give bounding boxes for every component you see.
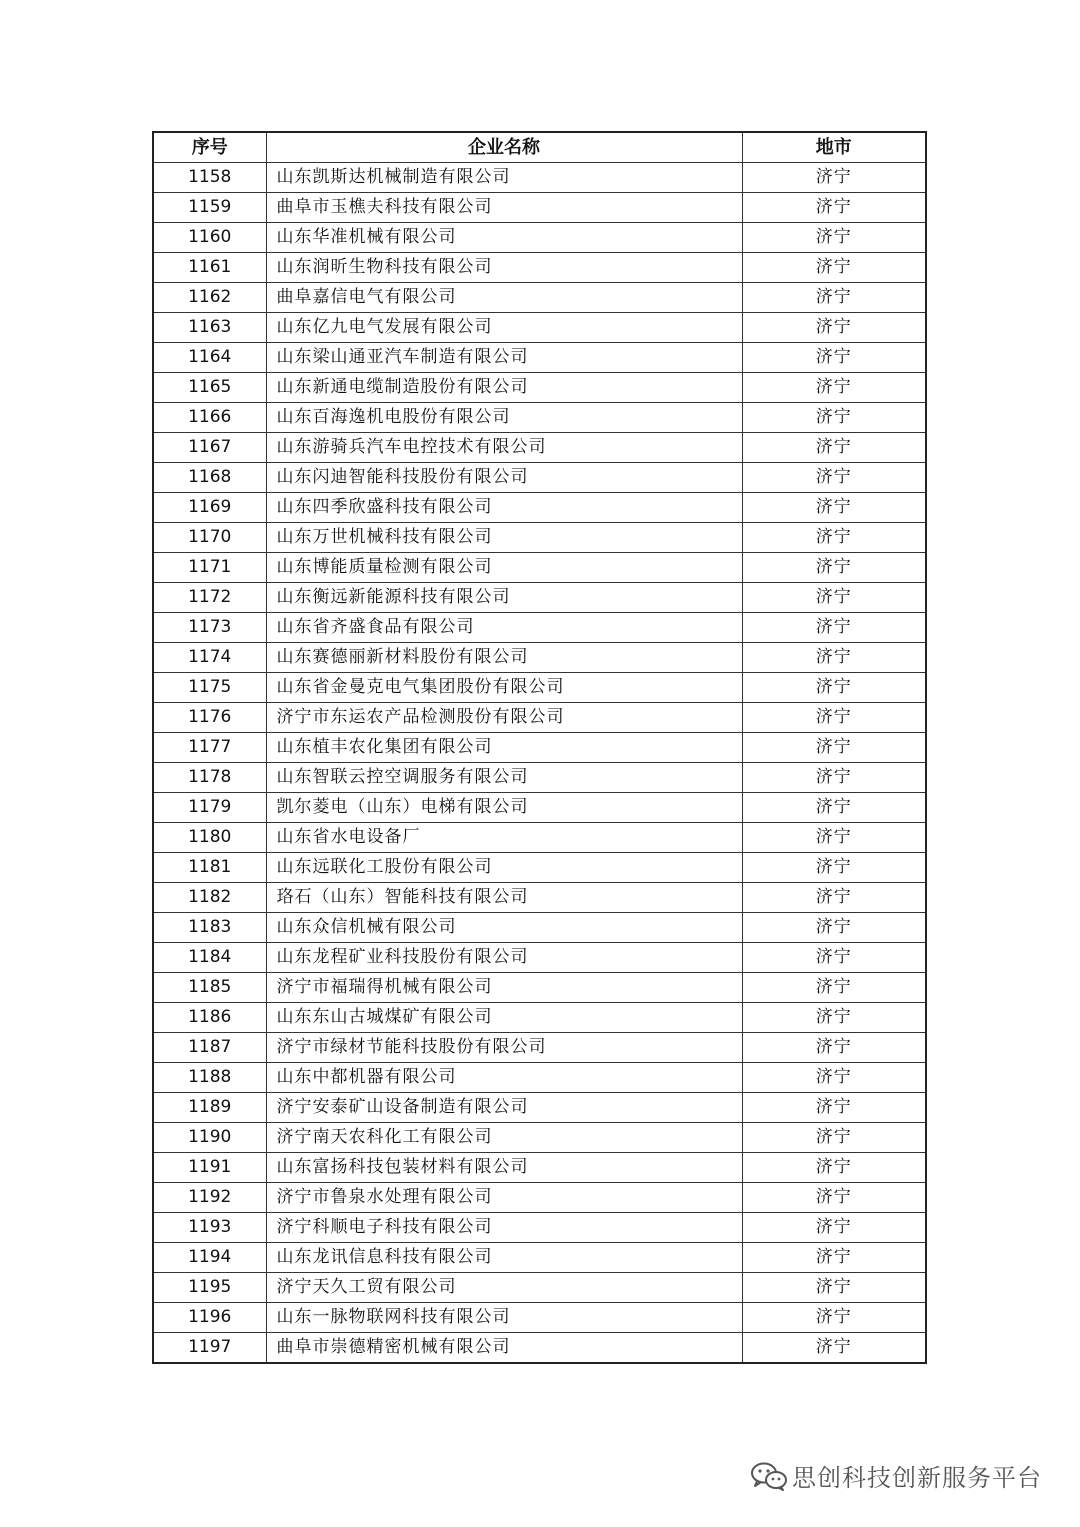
serial-number-cell: 1160 [153, 223, 266, 253]
city-cell: 济宁 [742, 373, 926, 403]
city-cell: 济宁 [742, 553, 926, 583]
table-header-row [153, 132, 926, 163]
company-name-cell: 山东新通电缆制造股份有限公司 [266, 373, 742, 403]
serial-number-cell: 1182 [153, 883, 266, 913]
city-cell: 济宁 [742, 763, 926, 793]
serial-number-cell: 1159 [153, 193, 266, 223]
serial-number-cell: 1170 [153, 523, 266, 553]
table-row [153, 823, 926, 853]
company-name-cell: 山东梁山通亚汽车制造有限公司 [266, 343, 742, 373]
city-cell: 济宁 [742, 583, 926, 613]
table-row [153, 223, 926, 253]
city-cell: 济宁 [742, 1093, 926, 1123]
company-name-cell: 山东衡远新能源科技有限公司 [266, 583, 742, 613]
serial-number-cell: 1162 [153, 283, 266, 313]
serial-number-cell: 1195 [153, 1273, 266, 1303]
city-cell: 济宁 [742, 403, 926, 433]
table-row [153, 313, 926, 343]
company-name-cell: 山东博能质量检测有限公司 [266, 553, 742, 583]
city-cell: 济宁 [742, 1153, 926, 1183]
table-row [153, 343, 926, 373]
table-row [153, 943, 926, 973]
company-name-cell: 山东四季欣盛科技有限公司 [266, 493, 742, 523]
city-cell: 济宁 [742, 823, 926, 853]
city-cell: 济宁 [742, 193, 926, 223]
city-cell: 济宁 [742, 1333, 926, 1364]
city-cell: 济宁 [742, 853, 926, 883]
table-row [153, 403, 926, 433]
company-name-cell: 山东华准机械有限公司 [266, 223, 742, 253]
enterprise-table [152, 131, 927, 1364]
serial-number-cell: 1175 [153, 673, 266, 703]
company-name-cell: 山东省齐盛食品有限公司 [266, 613, 742, 643]
city-cell: 济宁 [742, 1303, 926, 1333]
city-cell: 济宁 [742, 973, 926, 1003]
serial-number-cell: 1196 [153, 1303, 266, 1333]
table-row [153, 1243, 926, 1273]
city-cell: 济宁 [742, 1123, 926, 1153]
city-cell: 济宁 [742, 523, 926, 553]
table-row [153, 1333, 926, 1364]
company-name-cell: 曲阜市崇德精密机械有限公司 [266, 1333, 742, 1364]
table-row [153, 583, 926, 613]
serial-number-cell: 1172 [153, 583, 266, 613]
company-name-cell: 曲阜嘉信电气有限公司 [266, 283, 742, 313]
table-row [153, 283, 926, 313]
serial-number-cell: 1192 [153, 1183, 266, 1213]
city-cell: 济宁 [742, 1033, 926, 1063]
table-row [153, 913, 926, 943]
table-row [153, 763, 926, 793]
table-row [153, 1213, 926, 1243]
serial-number-cell: 1168 [153, 463, 266, 493]
company-name-cell: 珞石（山东）智能科技有限公司 [266, 883, 742, 913]
company-name-cell: 济宁南天农科化工有限公司 [266, 1123, 742, 1153]
table-row [153, 1153, 926, 1183]
city-cell: 济宁 [742, 943, 926, 973]
company-name-cell: 山东远联化工股份有限公司 [266, 853, 742, 883]
city-cell: 济宁 [742, 643, 926, 673]
city-cell: 济宁 [742, 883, 926, 913]
company-name-cell: 山东龙讯信息科技有限公司 [266, 1243, 742, 1273]
header-city: 地市 [742, 132, 926, 163]
company-name-cell: 凯尔菱电（山东）电梯有限公司 [266, 793, 742, 823]
table-row [153, 523, 926, 553]
city-cell: 济宁 [742, 1003, 926, 1033]
serial-number-cell: 1169 [153, 493, 266, 523]
serial-number-cell: 1171 [153, 553, 266, 583]
company-name-cell: 济宁市福瑞得机械有限公司 [266, 973, 742, 1003]
table-row [153, 1273, 926, 1303]
company-name-cell: 山东龙程矿业科技股份有限公司 [266, 943, 742, 973]
company-name-cell: 山东赛德丽新材料股份有限公司 [266, 643, 742, 673]
company-name-cell: 山东富扬科技包装材料有限公司 [266, 1153, 742, 1183]
city-cell: 济宁 [742, 703, 926, 733]
company-name-cell: 山东植丰农化集团有限公司 [266, 733, 742, 763]
serial-number-cell: 1163 [153, 313, 266, 343]
company-name-cell: 山东凯斯达机械制造有限公司 [266, 163, 742, 193]
city-cell: 济宁 [742, 313, 926, 343]
table-row [153, 643, 926, 673]
table-row [153, 613, 926, 643]
table-row [153, 1033, 926, 1063]
company-name-cell: 山东省金曼克电气集团股份有限公司 [266, 673, 742, 703]
serial-number-cell: 1186 [153, 1003, 266, 1033]
serial-number-cell: 1184 [153, 943, 266, 973]
company-name-cell: 山东润昕生物科技有限公司 [266, 253, 742, 283]
city-cell: 济宁 [742, 253, 926, 283]
company-name-cell: 山东省水电设备厂 [266, 823, 742, 853]
table-row [153, 853, 926, 883]
table-row [153, 673, 926, 703]
company-name-cell: 济宁科顺电子科技有限公司 [266, 1213, 742, 1243]
company-name-cell: 济宁天久工贸有限公司 [266, 1273, 742, 1303]
city-cell: 济宁 [742, 283, 926, 313]
company-name-cell: 山东百海逸机电股份有限公司 [266, 403, 742, 433]
table-row [153, 493, 926, 523]
serial-number-cell: 1188 [153, 1063, 266, 1093]
company-name-cell: 济宁安泰矿山设备制造有限公司 [266, 1093, 742, 1123]
serial-number-cell: 1194 [153, 1243, 266, 1273]
serial-number-cell: 1178 [153, 763, 266, 793]
company-name-cell: 山东一脉物联网科技有限公司 [266, 1303, 742, 1333]
company-name-cell: 济宁市鲁泉水处理有限公司 [266, 1183, 742, 1213]
city-cell: 济宁 [742, 223, 926, 253]
serial-number-cell: 1180 [153, 823, 266, 853]
serial-number-cell: 1158 [153, 163, 266, 193]
table-row [153, 1183, 926, 1213]
table-row [153, 883, 926, 913]
table-row [153, 193, 926, 223]
company-name-cell: 山东闪迪智能科技股份有限公司 [266, 463, 742, 493]
table-row [153, 733, 926, 763]
city-cell: 济宁 [742, 1243, 926, 1273]
table-row [153, 1123, 926, 1153]
company-name-cell: 山东游骑兵汽车电控技术有限公司 [266, 433, 742, 463]
serial-number-cell: 1189 [153, 1093, 266, 1123]
header-company-name: 企业名称 [266, 132, 742, 163]
city-cell: 济宁 [742, 163, 926, 193]
city-cell: 济宁 [742, 1213, 926, 1243]
serial-number-cell: 1190 [153, 1123, 266, 1153]
table-row [153, 703, 926, 733]
city-cell: 济宁 [742, 733, 926, 763]
city-cell: 济宁 [742, 673, 926, 703]
serial-number-cell: 1179 [153, 793, 266, 823]
serial-number-cell: 1181 [153, 853, 266, 883]
city-cell: 济宁 [742, 1063, 926, 1093]
city-cell: 济宁 [742, 433, 926, 463]
company-name-cell: 山东智联云控空调服务有限公司 [266, 763, 742, 793]
table-row [153, 163, 926, 193]
table-row [153, 253, 926, 283]
company-name-cell: 山东众信机械有限公司 [266, 913, 742, 943]
watermark-text: 思创科技创新服务平台 [792, 1464, 1042, 1492]
company-name-cell: 山东东山古城煤矿有限公司 [266, 1003, 742, 1033]
city-cell: 济宁 [742, 343, 926, 373]
company-name-cell: 山东亿九电气发展有限公司 [266, 313, 742, 343]
table-row [153, 1063, 926, 1093]
serial-number-cell: 1161 [153, 253, 266, 283]
city-cell: 济宁 [742, 1273, 926, 1303]
table-row [153, 1003, 926, 1033]
company-name-cell: 曲阜市玉樵夫科技有限公司 [266, 193, 742, 223]
serial-number-cell: 1197 [153, 1333, 266, 1364]
city-cell: 济宁 [742, 1183, 926, 1213]
serial-number-cell: 1166 [153, 403, 266, 433]
table-row [153, 973, 926, 1003]
serial-number-cell: 1164 [153, 343, 266, 373]
company-name-cell: 山东万世机械科技有限公司 [266, 523, 742, 553]
wechat-icon [750, 1461, 788, 1491]
company-name-cell: 济宁市东运农产品检测股份有限公司 [266, 703, 742, 733]
serial-number-cell: 1187 [153, 1033, 266, 1063]
serial-number-cell: 1174 [153, 643, 266, 673]
city-cell: 济宁 [742, 613, 926, 643]
table-row [153, 433, 926, 463]
serial-number-cell: 1191 [153, 1153, 266, 1183]
serial-number-cell: 1165 [153, 373, 266, 403]
watermark [750, 1458, 1042, 1493]
city-cell: 济宁 [742, 913, 926, 943]
serial-number-cell: 1193 [153, 1213, 266, 1243]
table-body [153, 163, 926, 1364]
table-row [153, 553, 926, 583]
city-cell: 济宁 [742, 793, 926, 823]
company-name-cell: 山东中都机器有限公司 [266, 1063, 742, 1093]
serial-number-cell: 1176 [153, 703, 266, 733]
header-serial-number: 序号 [153, 132, 266, 163]
city-cell: 济宁 [742, 463, 926, 493]
table-row [153, 1093, 926, 1123]
serial-number-cell: 1173 [153, 613, 266, 643]
company-name-cell: 济宁市绿材节能科技股份有限公司 [266, 1033, 742, 1063]
serial-number-cell: 1167 [153, 433, 266, 463]
table-row [153, 373, 926, 403]
table-row [153, 463, 926, 493]
table-row [153, 793, 926, 823]
table-row [153, 1303, 926, 1333]
serial-number-cell: 1183 [153, 913, 266, 943]
serial-number-cell: 1185 [153, 973, 266, 1003]
city-cell: 济宁 [742, 493, 926, 523]
serial-number-cell: 1177 [153, 733, 266, 763]
